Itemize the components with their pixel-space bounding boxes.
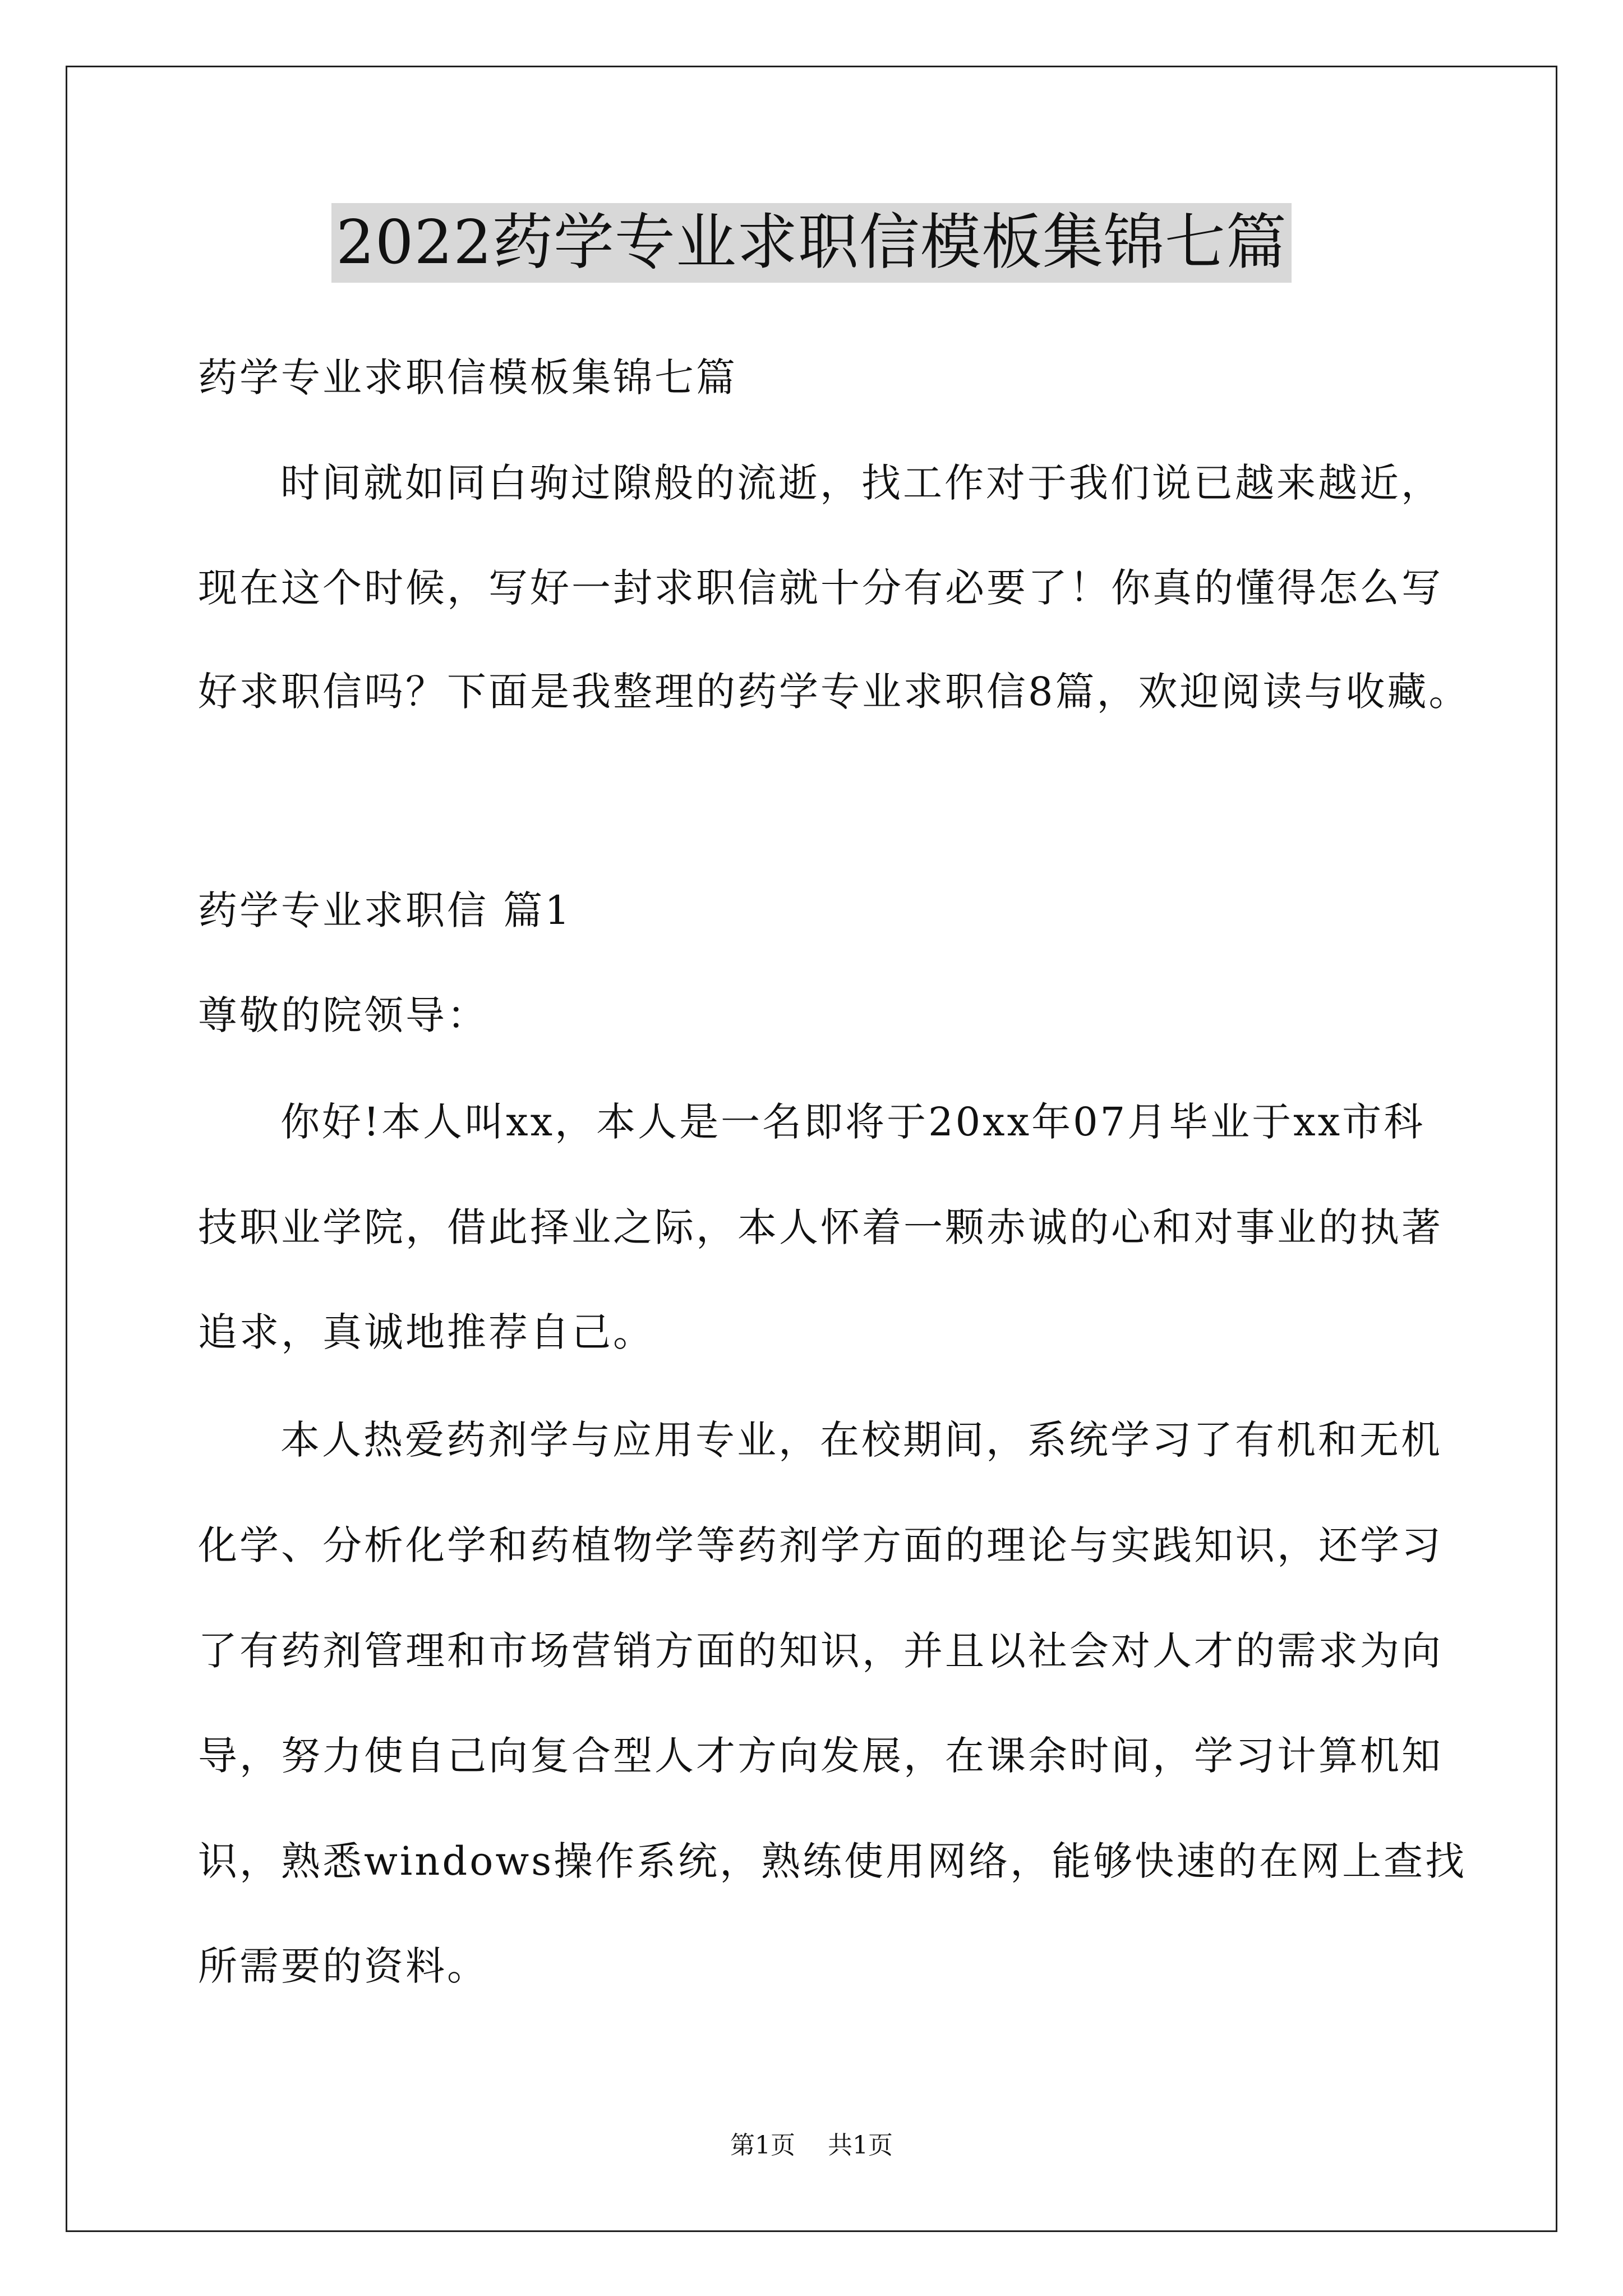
- document-title: 2022药学专业求职信模板集锦七篇: [331, 203, 1292, 283]
- title-container: [0, 203, 1623, 283]
- page-number-current: 第1页: [730, 2131, 795, 2160]
- paragraph2-line-4: 导，努力使自己向复合型人才方向发展，在课余时间，学习计算机知: [198, 1733, 1443, 1779]
- paragraph1-line-1: 你好!本人叫xx，本人是一名即将于20xx年07月毕业于xx市科: [280, 1099, 1426, 1145]
- paragraph2-line-6: 所需要的资料。: [198, 1943, 488, 1989]
- paragraph2-line-3: 了有药剂管理和市场营销方面的知识，并且以社会对人才的需求为向: [198, 1628, 1443, 1674]
- paragraph2-line-1: 本人热爱药剂学与应用专业，在校期间，系统学习了有机和无机: [280, 1417, 1442, 1463]
- paragraph1-line-3: 追求，真诚地推荐自己。: [198, 1309, 654, 1355]
- salutation: 尊敬的院领导：: [198, 992, 488, 1038]
- page-footer: [0, 2129, 1623, 2162]
- intro-line-1: 时间就如同白驹过隙般的流逝，找工作对于我们说已越来越近，: [280, 460, 1442, 506]
- intro-line-2: 现在这个时候，写好一封求职信就十分有必要了！你真的懂得怎么写: [198, 565, 1443, 611]
- intro-line-3: 好求职信吗？下面是我整理的药学专业求职信8篇，欢迎阅读与收藏。: [198, 669, 1470, 715]
- paragraph2-line-2: 化学、分析化学和药植物学等药剂学方面的理论与实践知识，还学习: [198, 1522, 1443, 1568]
- page-number-total: 共1页: [828, 2131, 893, 2160]
- paragraph1-line-2: 技职业学院，借此择业之际，本人怀着一颗赤诚的心和对事业的执著: [198, 1204, 1443, 1250]
- document-subtitle: 药学专业求职信模板集锦七篇: [198, 355, 737, 401]
- paragraph2-line-5: 识，熟悉windows操作系统，熟练使用网络，能够快速的在网上查找: [198, 1838, 1467, 1884]
- section-heading: 药学专业求职信 篇1: [198, 887, 572, 933]
